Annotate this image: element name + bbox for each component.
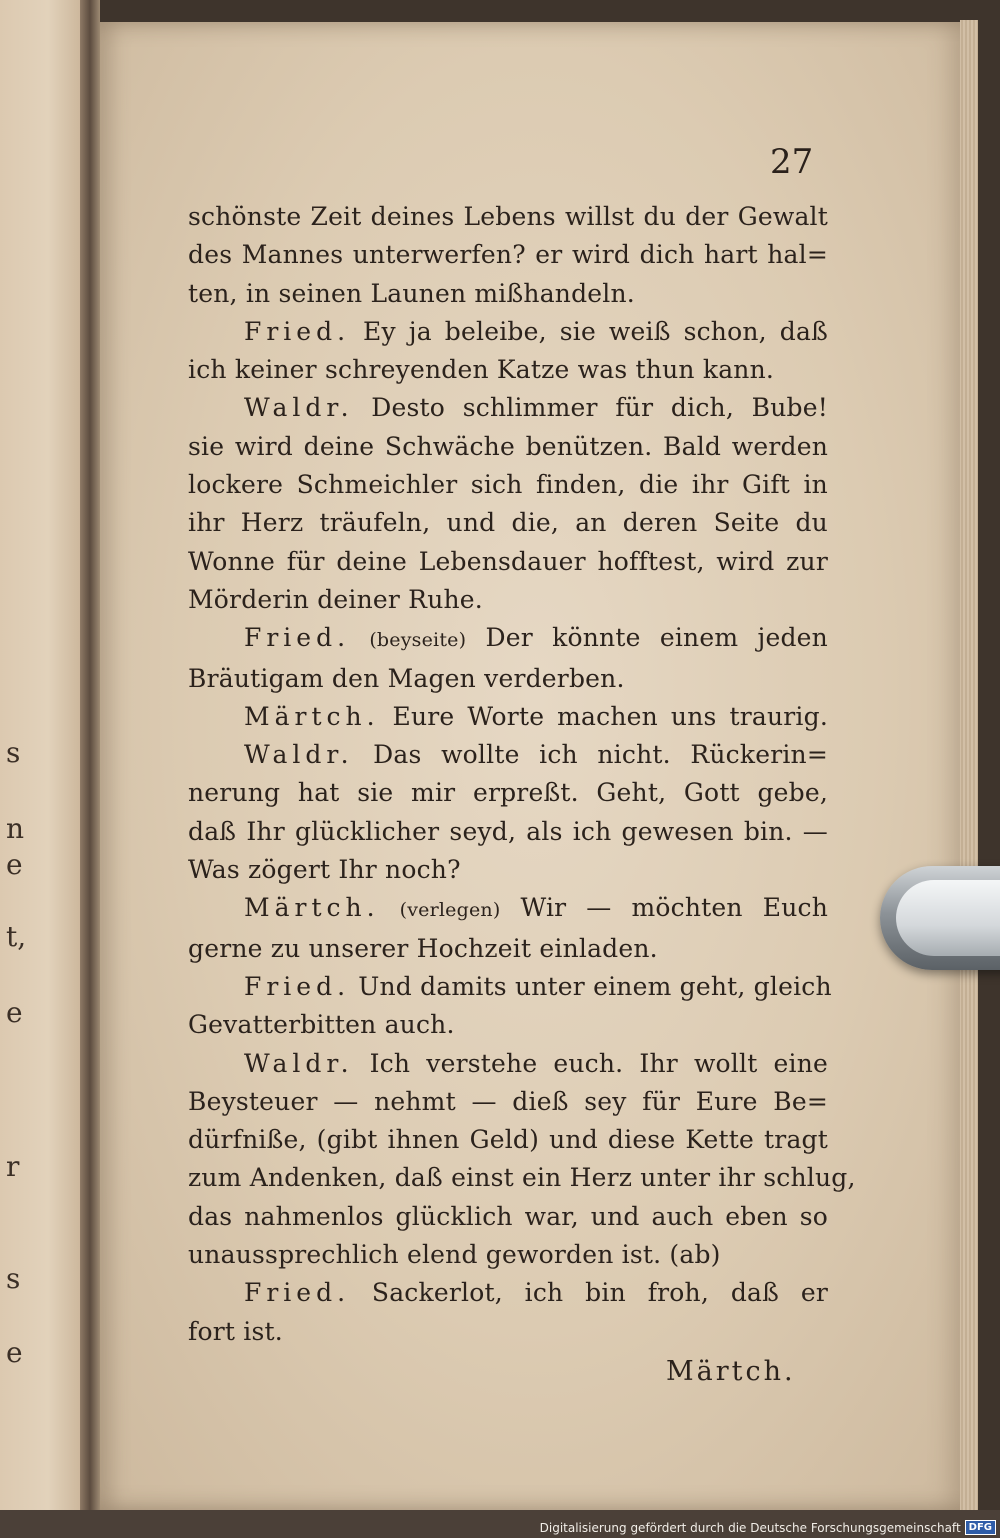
text-line: [188, 1006, 828, 1044]
line-text: Wir — möchten Euch: [520, 893, 828, 923]
text-line: [188, 581, 828, 619]
text-line: [188, 236, 828, 274]
page-number: 27: [770, 142, 814, 182]
text-line: [188, 351, 828, 389]
dfg-logo: DFG: [965, 1520, 996, 1535]
line-text: lockere Schmeichler sich finden, die ihr Gift in: [188, 470, 828, 500]
text-line: [188, 660, 828, 698]
text-line: [188, 1083, 828, 1121]
line-text: Gevatterbitten auch.: [188, 1010, 455, 1040]
line-text: Sackerlot, ich bin froh, daß er: [371, 1278, 828, 1308]
page-text: [188, 198, 856, 1351]
text-line: [188, 736, 828, 774]
text-line: [188, 1198, 828, 1236]
speaker-name: Fried.: [244, 316, 351, 346]
line-text: Ich verstehe euch. Ihr wollt eine: [369, 1048, 828, 1078]
text-line: [188, 930, 828, 968]
left-page-fragment: e: [6, 848, 23, 881]
line-text: Was zögert Ihr noch?: [188, 855, 461, 885]
text-line: [188, 1274, 828, 1312]
left-page-fragment: s: [6, 736, 21, 769]
line-text: Eure Worte machen uns traurig.: [392, 701, 828, 731]
page-edges: [960, 20, 978, 1510]
line-text: ich keiner schreyenden Katze was thun kann.: [188, 355, 775, 385]
text-line: [188, 504, 828, 542]
text-line: [188, 813, 828, 851]
line-text: Der könnte einem jeden: [485, 623, 828, 653]
speaker-name: Märtch.: [244, 701, 380, 731]
line-text: Mörderin deiner Ruhe.: [188, 584, 483, 614]
digitization-footer: [540, 1520, 996, 1535]
speaker-name: Fried.: [244, 971, 351, 1001]
line-text: Wonne für deine Lebensdauer hofftest, wird zur: [188, 546, 828, 576]
text-line: [188, 1121, 828, 1159]
stage-direction: (verlegen): [399, 899, 501, 922]
text-line: [188, 1236, 828, 1274]
catchword: Märtch.: [666, 1356, 796, 1387]
previous-page-strip: [0, 0, 80, 1510]
text-line: [188, 968, 832, 1006]
line-text: des Mannes unterwerfen? er wird dich hart hal=: [188, 240, 828, 270]
line-text: daß Ihr glücklicher seyd, als ich gewesen bin. —: [188, 816, 828, 846]
line-text: nerung hat sie mir erpreßt. Geht, Gott gebe,: [188, 778, 828, 808]
speaker-name: Fried.: [244, 623, 351, 653]
line-text: ihr Herz träufeln, und die, an deren Seite du: [188, 508, 828, 538]
line-text: fort ist.: [188, 1316, 283, 1346]
page-clamp-highlight: [896, 880, 1000, 956]
left-page-fragment: t,: [6, 920, 27, 953]
line-text: Beysteuer — nehmt — dieß sey für Eure Be=: [188, 1086, 828, 1116]
line-text: Desto schlimmer für dich, Bube!: [371, 393, 828, 423]
line-text: unaussprechlich elend geworden ist. (ab): [188, 1240, 721, 1270]
text-line: [188, 1045, 828, 1083]
speaker-name: Waldr.: [244, 740, 354, 770]
text-line: [188, 428, 828, 466]
text-line: [188, 1159, 856, 1197]
text-line: [188, 198, 828, 236]
text-line: [188, 619, 828, 659]
text-line: [188, 389, 828, 427]
text-line: [188, 466, 828, 504]
left-page-fragment: r: [6, 1150, 20, 1183]
left-page-fragment: e: [6, 1336, 23, 1369]
line-text: gerne zu unserer Hochzeit einladen.: [188, 933, 658, 963]
line-text: Bräutigam den Magen verderben.: [188, 663, 625, 693]
line-text: Und damits unter einem geht, gleich: [358, 971, 832, 1001]
left-page-fragment: e: [6, 996, 23, 1029]
left-page-fragment: n: [6, 812, 25, 845]
stage-direction: (beyseite): [369, 629, 467, 652]
text-line: [188, 851, 828, 889]
speaker-name: Waldr.: [244, 393, 354, 423]
text-line: [188, 889, 828, 929]
speaker-name: Märtch.: [244, 893, 380, 923]
speaker-name: Fried.: [244, 1278, 351, 1308]
text-line: [188, 543, 828, 581]
left-page-fragment: s: [6, 1262, 21, 1295]
line-text: Das wollte ich nicht. Rückerin=: [373, 740, 828, 770]
book-gutter: [80, 0, 100, 1510]
line-text: Ey ja beleibe, sie weiß schon, daß: [363, 316, 828, 346]
page-clamp: [880, 866, 1000, 970]
text-line: [188, 1313, 828, 1351]
text-line: [188, 698, 828, 736]
line-text: das nahmenlos glücklich war, und auch eben so: [188, 1201, 828, 1231]
line-text: zum Andenken, daß einst ein Herz unter ihr schlug,: [188, 1163, 856, 1193]
line-text: ten, in seinen Launen mißhandeln.: [188, 278, 635, 308]
footer-credit-text: Digitalisierung gefördert durch die Deutsche Forschungsgemeinschaft: [539, 1520, 961, 1535]
speaker-name: Waldr.: [244, 1048, 354, 1078]
line-text: dürfniße, (gibt ihnen Geld) und diese Kette tragt: [188, 1125, 828, 1155]
line-text: sie wird deine Schwäche benützen. Bald werden: [188, 431, 828, 461]
text-line: [188, 313, 828, 351]
text-line: [188, 774, 828, 812]
text-line: [188, 275, 828, 313]
line-text: schönste Zeit deines Lebens willst du der Gewalt: [188, 202, 828, 231]
